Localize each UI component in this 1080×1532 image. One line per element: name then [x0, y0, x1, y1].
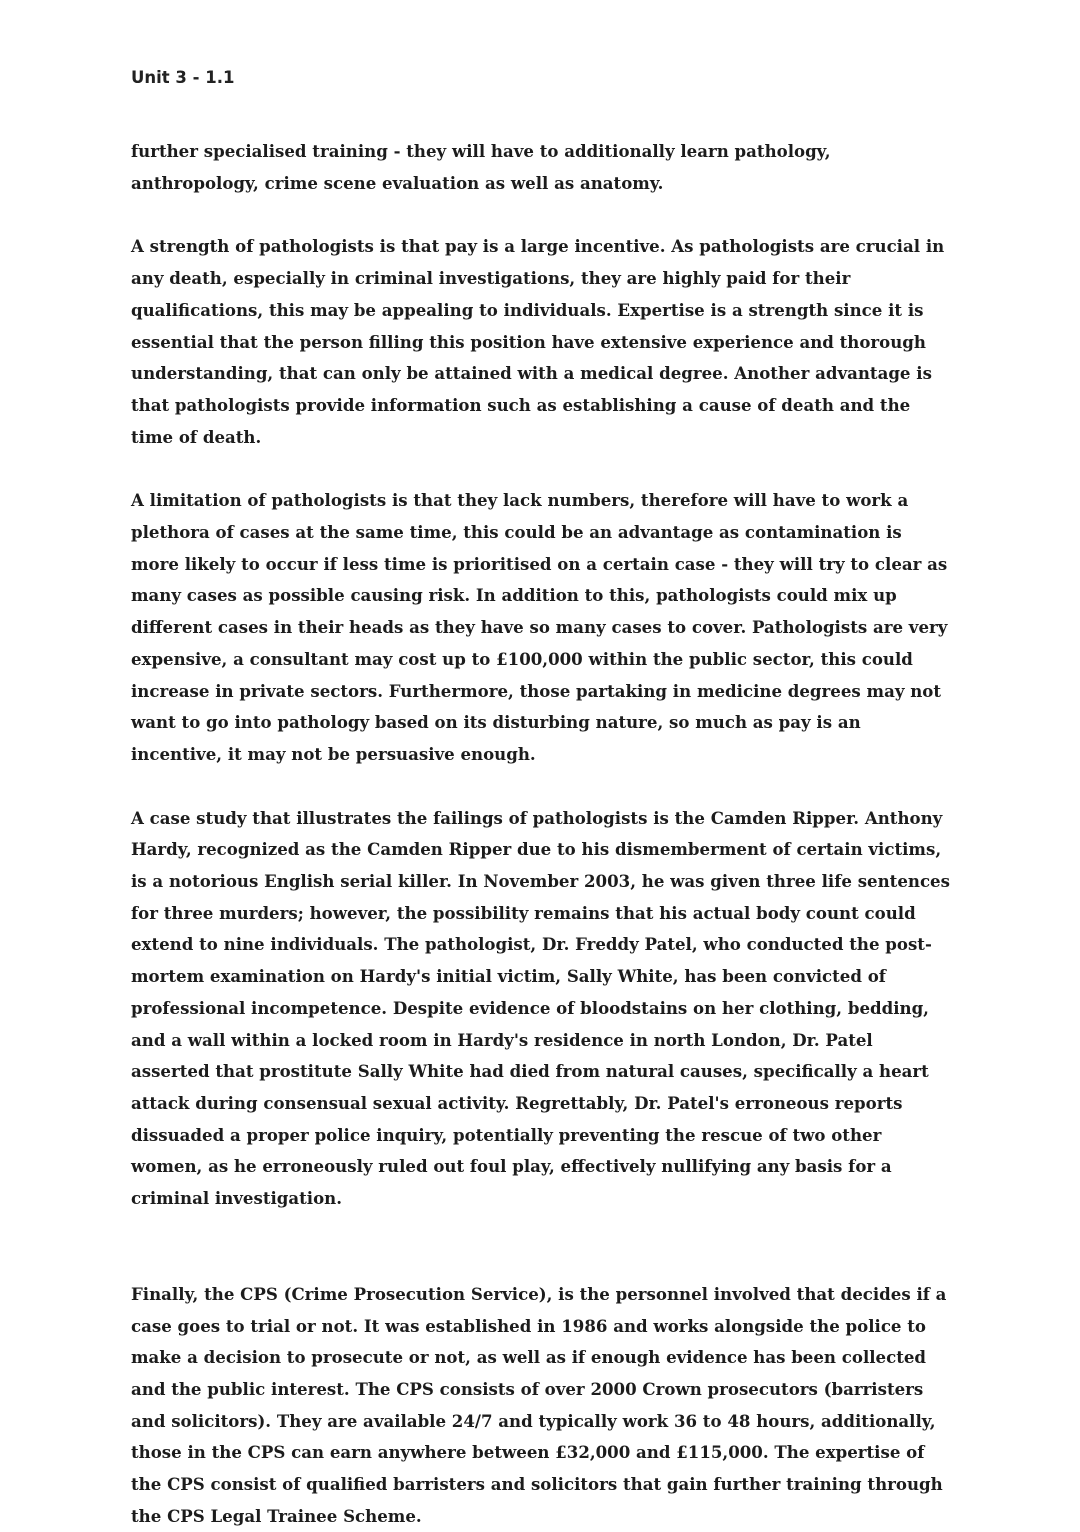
paragraph-limitations: A limitation of pathologists is that they lack numbers, therefore will have to work a plethora of cases at the same time, this could be an advantage as contamination is more likely to occur if less time is prioritised on a certain case - they will try to clear as many cases as possible causing risk. In addition to this, pathologists could mix up different cases in their heads as they have so many cases to cover. Pathologists are very expensive, a consultant may cost up to £100,000 within the public sector, this could increase in private sectors. Furthermore, those partaking in medicine degrees may not want to go into pathology based on its disturbing nature, so much as pay is an incentive, it may not be persuasive enough.	[131, 490, 948, 764]
paragraph-specialised-training: further specialised training - they will have to additionally learn pathology, anthropology, crime scene evaluation as well as anatomy.	[131, 141, 831, 193]
document-page	[131, 64, 953, 1532]
page-header: Unit 3 - 1.1	[131, 68, 235, 87]
paragraph-strengths: A strength of pathologists is that pay is a large incentive. As pathologists are crucial in any death, especially in criminal investigations, they are highly paid for their qualifications, this may be appealing to individuals. Expertise is a strength since it is essential that the person filling this position have extensive experience and thorough understanding, that can only be attained with a medical degree. Another advantage is that pathologists provide information such as establishing a cause of death and the time of death.	[131, 236, 945, 447]
paragraph-case-study: A case study that illustrates the failings of pathologists is the Camden Ripper. Anthony Hardy, recognized as the Camden Ripper due to his dismemberment of certain victims, is a notorious English serial killer. In November 2003, he was given three life sentences for three murders; however, the possibility remains that his actual body count could extend to nine individuals. The pathologist, Dr. Freddy Patel, who conducted the post-mortem examination on Hardy's initial victim, Sally White, has been convicted of professional incompetence. Despite evidence of bloodstains on her clothing, bedding, and a wall within a locked room in Hardy's residence in north London, Dr. Patel asserted that prostitute Sally White had died from natural causes, specifically a heart attack during consensual sexual activity. Regrettably, Dr. Patel's erroneous reports dissuaded a proper police inquiry, potentially preventing the rescue of two other women, as he erroneously ruled out foul play, effectively nullifying any basis for a criminal investigation.	[131, 807, 950, 1209]
paragraph-cps: Finally, the CPS (Crime Prosecution Service), is the personnel involved that decides if a case goes to trial or not. It was established in 1986 and works alongside the police to make a decision to prosecute or not, as well as if enough evidence has been collected and the public interest. The CPS consists of over 2000 Crown prosecutors (barristers and solicitors). They are available 24/7 and typically work 36 to 48 hours, additionally, those in the CPS can earn anywhere between £32,000 and £115,000. The expertise of the CPS consist of qualified barristers and solicitors that gain further training through the CPS Legal Trainee Scheme.	[131, 1283, 947, 1526]
